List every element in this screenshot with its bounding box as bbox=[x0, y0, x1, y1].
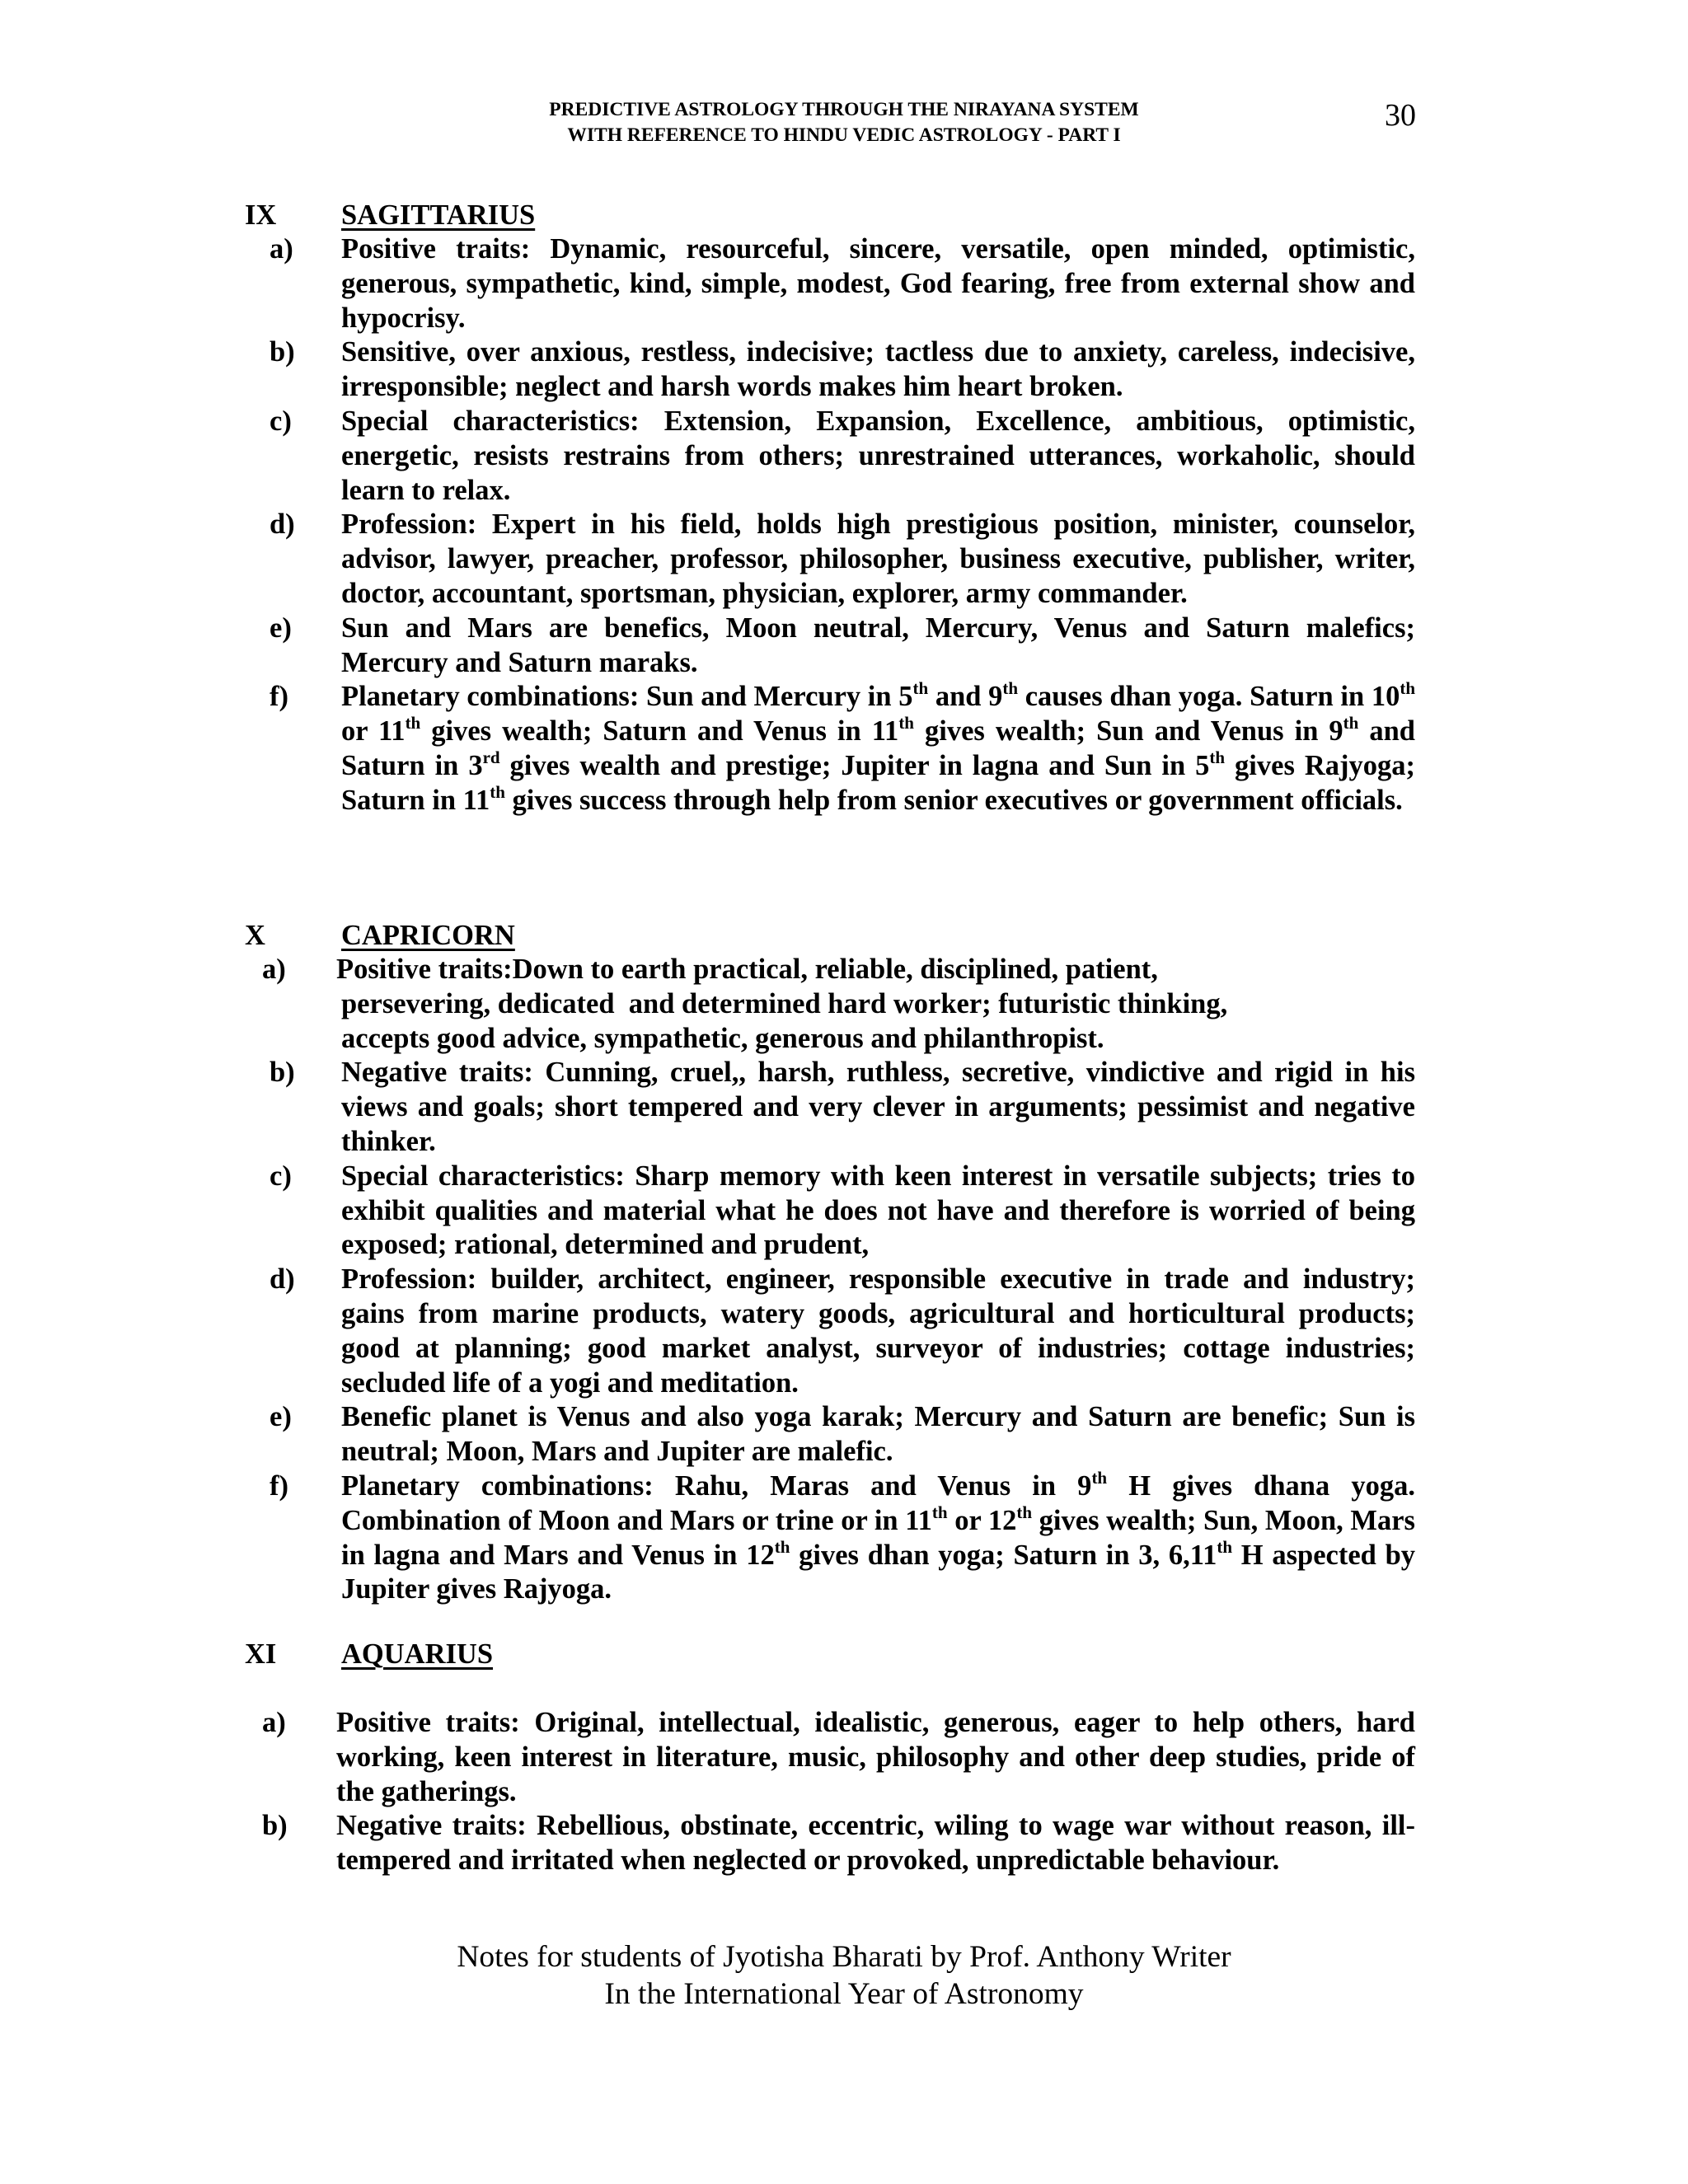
item-text: Sensitive, over anxious, restless, indecisive; tactless due to anxiety, careless, indecisive, irresponsible; neglect and harsh words makes him heart broken. bbox=[341, 336, 1415, 403]
section-title: CAPRICORN bbox=[341, 920, 515, 951]
item-text-line: accepts good advice, sympathetic, generous and philanthropist. bbox=[341, 1022, 1104, 1054]
item-text: Profession: builder, architect, engineer, responsible executive in trade and industry; gains from marine products, watery goods, agricultural and horticultural products; good at planning; good market analyst, surveyor of industries; cottage industries; secluded life of a yogi and meditation. bbox=[341, 1263, 1415, 1399]
list-item bbox=[0, 1809, 1688, 1878]
list-item bbox=[0, 1056, 1688, 1159]
item-text: Positive traits: Original, intellectual, idealistic, generous, eager to help others, hard working, keen interest in literature, music, philosophy and other deep studies, pride of the gatherings. bbox=[336, 1707, 1415, 1807]
item-label: c) bbox=[270, 1160, 292, 1192]
section-heading bbox=[0, 1637, 1688, 1671]
item-text-line: persevering, dedicated and determined hard worker; futuristic thinking, bbox=[341, 987, 1228, 1019]
item-text: Negative traits: Cunning, cruel,, harsh, ruthless, secretive, vindictive and rigid in his views and goals; short tempered and very clever in arguments; pessimist and negative thinker. bbox=[341, 1057, 1415, 1157]
ordinal-suffix: th bbox=[1343, 713, 1359, 733]
item-text: Profession: Expert in his field, holds high prestigious position, minister, counselor, advisor, lawyer, preacher, professor, philosopher, business executive, publisher, writer, doctor, accountant, sportsman, physician, explorer, army commander. bbox=[341, 509, 1415, 609]
footer-line-1: Notes for students of Jyotisha Bharati by Prof. Anthony Writer bbox=[457, 1940, 1231, 1974]
item-label: f) bbox=[270, 681, 288, 713]
item-text-line: Positive traits:Down to earth practical, reliable, disciplined, patient, bbox=[336, 954, 1158, 985]
ordinal-suffix: th bbox=[1091, 1467, 1108, 1488]
item-text: Positive traits: Dynamic, resourceful, sincere, versatile, open minded, optimistic, generous, sympathetic, kind, simple, modest, God fearing, free from external show and hypocrisy. bbox=[341, 233, 1415, 334]
list-item bbox=[0, 508, 1688, 611]
ordinal-suffix: th bbox=[1209, 747, 1226, 767]
ordinal-suffix: th bbox=[1217, 1536, 1233, 1557]
item-label: e) bbox=[270, 612, 292, 644]
running-header bbox=[0, 97, 1688, 148]
list-item bbox=[0, 1263, 1688, 1400]
header-line-2: WITH REFERENCE TO HINDU VEDIC ASTROLOGY - PART I bbox=[567, 124, 1121, 146]
ordinal-suffix: th bbox=[774, 1536, 790, 1557]
section-capricorn bbox=[0, 918, 1688, 1607]
item-text: Special characteristics: Sharp memory with keen interest in versatile subjects; tries to exhibit qualities and material what he does not have and therefore is worried of being exposed; rational, determined and prudent, bbox=[341, 1160, 1415, 1261]
ordinal-suffix: th bbox=[405, 713, 421, 733]
section-title: AQUARIUS bbox=[341, 1638, 494, 1670]
section-title: SAGITTARIUS bbox=[341, 199, 536, 231]
list-item bbox=[0, 405, 1688, 508]
footer-line-2: In the International Year of Astronomy bbox=[604, 1977, 1084, 2011]
ordinal-suffix: th bbox=[1400, 678, 1416, 699]
list-item bbox=[0, 1400, 1688, 1469]
item-label: d) bbox=[270, 1263, 295, 1296]
ordinal-suffix: th bbox=[912, 678, 929, 699]
item-label: c) bbox=[270, 405, 292, 437]
item-text-rich: Planetary combinations: Sun and Mercury in 5th and 9th causes dhan yoga. Saturn in 10th or 11th gives wealth; Saturn and Venus in 11th gives wealth; Sun and Venus in 9th and Saturn in 3rd gives wealth and prestige; Jupiter in lagna and Sun in 5th gives Rajyoga; Saturn in 11th gives success through help from senior executives or government officials. bbox=[341, 678, 1416, 816]
item-text: Sun and Mars are benefics, Moon neutral, Mercury, Venus and Saturn malefics; Mercury and Saturn maraks. bbox=[341, 612, 1415, 678]
section-number: X bbox=[245, 920, 265, 951]
item-label: a) bbox=[262, 1707, 286, 1738]
list-item bbox=[0, 1160, 1688, 1263]
ordinal-suffix: th bbox=[1016, 1502, 1033, 1522]
ordinal-suffix: th bbox=[931, 1502, 948, 1522]
list-item bbox=[0, 232, 1688, 335]
item-label: f) bbox=[270, 1469, 288, 1502]
item-label: b) bbox=[270, 336, 295, 368]
section-sagittarius bbox=[0, 198, 1688, 818]
ordinal-suffix: rd bbox=[482, 747, 500, 767]
item-label: d) bbox=[270, 509, 295, 541]
item-label: b) bbox=[262, 1810, 288, 1842]
header-line-1: PREDICTIVE ASTROLOGY THROUGH THE NIRAYANA SYSTEM bbox=[549, 99, 1139, 120]
item-label: e) bbox=[270, 1401, 292, 1433]
list-item bbox=[0, 335, 1688, 405]
item-label: a) bbox=[270, 233, 293, 265]
section-heading bbox=[0, 198, 1688, 232]
list-item bbox=[0, 680, 1688, 818]
section-number: XI bbox=[245, 1638, 277, 1670]
item-label: b) bbox=[270, 1057, 295, 1089]
page-number: 30 bbox=[1385, 98, 1416, 133]
item-text: Negative traits: Rebellious, obstinate, eccentric, wiling to wage war without reason, ill-tempered and irritated when neglected or provoked, unpredictable behaviour. bbox=[336, 1810, 1415, 1877]
page-footer bbox=[0, 1938, 1688, 2013]
section-heading bbox=[0, 918, 1688, 953]
list-item bbox=[0, 1469, 1688, 1607]
item-text-rich: Planetary combinations: Rahu, Maras and Venus in 9th H gives dhana yoga. Combination of Moon and Mars or trine or in 11th or 12th gives wealth; Sun, Moon, Mars in lagna and Mars and Venus in 12th gives dhan yoga; Saturn in 3, 6,11th H aspected by Jupiter gives Rajyoga. bbox=[341, 1467, 1416, 1605]
ordinal-suffix: th bbox=[898, 713, 914, 733]
item-text: Special characteristics: Extension, Expansion, Excellence, ambitious, optimistic, energetic, resists restrains from others; unrestrained utterances, workaholic, should learn to relax. bbox=[341, 405, 1415, 506]
ordinal-suffix: th bbox=[490, 781, 505, 802]
item-text: Benefic planet is Venus and also yoga karak; Mercury and Saturn are benefic; Sun is neutral; Moon, Mars and Jupiter are malefic. bbox=[341, 1401, 1415, 1468]
list-item bbox=[0, 612, 1688, 681]
item-label: a) bbox=[262, 954, 286, 985]
section-number: IX bbox=[245, 199, 277, 231]
list-item bbox=[0, 953, 1688, 1056]
section-aquarius bbox=[0, 1637, 1688, 1878]
list-item bbox=[0, 1706, 1688, 1809]
ordinal-suffix: th bbox=[1002, 678, 1019, 699]
